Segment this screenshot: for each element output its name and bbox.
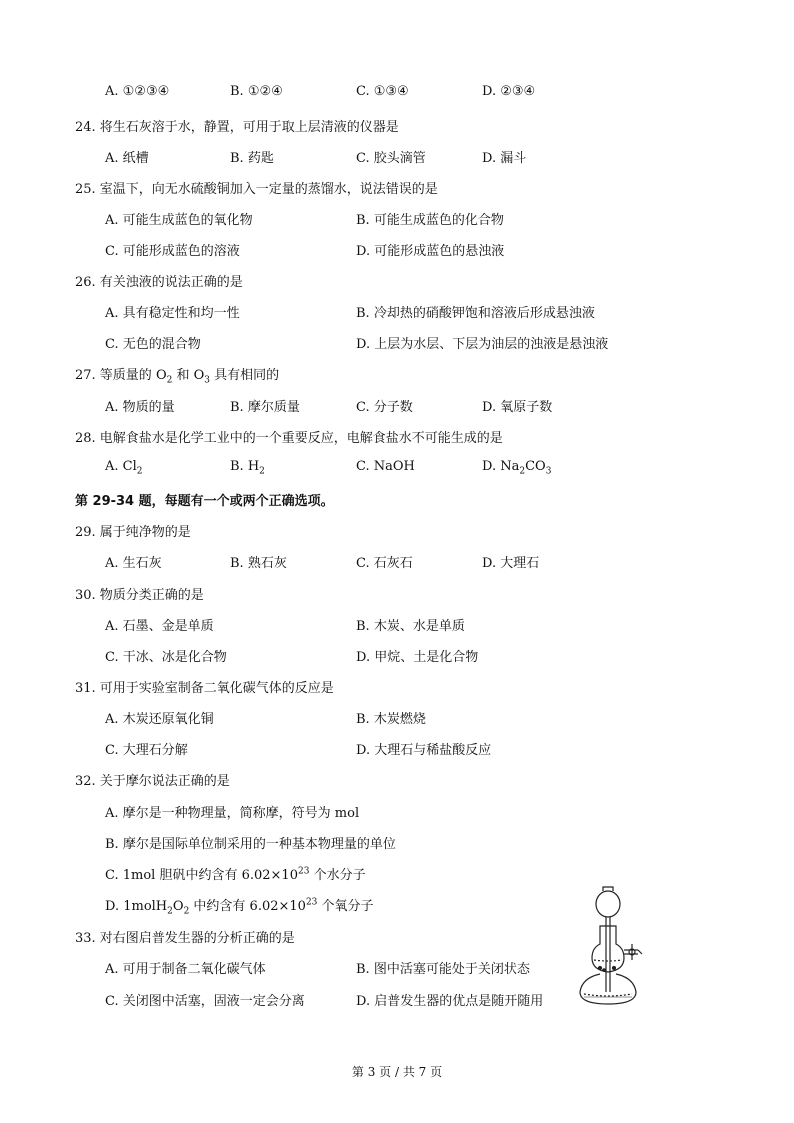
section-heading: 第 29-34 题，每题有一个或两个正确选项。 [75, 494, 334, 509]
page-footer: 第 3 页 / 共 7 页 [351, 1065, 443, 1079]
q31-option-d: D. 大理石与稀盐酸反应 [356, 743, 492, 758]
q27-option-d: D. 氧原子数 [482, 400, 553, 415]
q25-option-a: A. 可能生成蓝色的氧化物 [105, 213, 253, 228]
q33-option-a: A. 可用于制备二氧化碳气体 [105, 962, 266, 977]
q28-stem: 28. 电解食盐水是化学工业中的一个重要反应，电解食盐水不可能生成的是 [75, 431, 503, 446]
q32-stem: 32. 关于摩尔说法正确的是 [75, 774, 230, 789]
q30-option-b: B. 木炭、水是单质 [356, 619, 465, 634]
q27-option-a: A. 物质的量 [105, 400, 175, 415]
q24-option-a: A. 纸槽 [105, 151, 149, 166]
q29-option-c: C. 石灰石 [356, 556, 413, 571]
q26-option-a: A. 具有稳定性和均一性 [105, 306, 240, 321]
q26-option-c: C. 无色的混合物 [105, 337, 201, 352]
q33-option-d: D. 启普发生器的优点是随开随用 [356, 994, 544, 1009]
q32-option-b: B. 摩尔是国际单位制采用的一种基本物理量的单位 [105, 837, 396, 852]
q33-option-c: C. 关闭图中活塞，固液一定会分离 [105, 994, 305, 1009]
q31-option-c: C. 大理石分解 [105, 743, 188, 758]
q28-option-d: D. $Na_2CO_3$ [482, 459, 552, 477]
q27-option-b: B. 摩尔质量 [230, 400, 300, 415]
q28-option-b: B. $H_2$ [230, 459, 265, 477]
q33-stem: 33. 对右图启普发生器的分析正确的是 [75, 931, 295, 946]
q24-stem: 24. 将生石灰溶于水，静置，可用于取上层清液的仪器是 [75, 120, 399, 135]
q31-option-b: B. 木炭燃烧 [356, 712, 426, 727]
q25-option-d: D. 可能形成蓝色的悬浊液 [356, 244, 505, 259]
q26-option-b: B. 冷却热的硝酸钾饱和溶液后形成悬浊液 [356, 306, 595, 321]
q29-option-b: B. 熟石灰 [230, 556, 287, 571]
q24-option-b: B. 药匙 [230, 151, 274, 166]
q24-option-c: C. 胶头滴管 [356, 151, 426, 166]
q29-option-a: A. 生石灰 [105, 556, 162, 571]
q30-option-c: C. 干冰、冰是化合物 [105, 650, 227, 665]
q32-option-d: D. $1molH_2O_2$ 中约含有 $6.02\times 10^{23}$ 个氧分子 [105, 897, 374, 917]
q25-option-b: B. 可能生成蓝色的化合物 [356, 213, 504, 228]
q27-option-c: C. 分子数 [356, 400, 413, 415]
q30-option-d: D. 甲烷、土是化合物 [356, 650, 479, 665]
q24-option-d: D. 漏斗 [482, 151, 527, 166]
q27-stem: 27. 等质量的 $O_2$ 和 $O_3$ 具有相同的 [75, 368, 280, 386]
q30-stem: 30. 物质分类正确的是 [75, 588, 204, 603]
q25-option-c: C. 可能形成蓝色的溶液 [105, 244, 240, 259]
q33-option-b: B. 图中活塞可能处于关闭状态 [356, 962, 530, 977]
q23-option-d: D. ②③④ [482, 84, 536, 99]
q28-option-a: A. $Cl_2$ [105, 459, 143, 477]
q28-option-c: C. NaOH [356, 459, 415, 474]
q31-option-a: A. 木炭还原氧化铜 [105, 712, 214, 727]
q23-option-c: C. ①③④ [356, 84, 409, 99]
q25-stem: 25. 室温下，向无水硫酸铜加入一定量的蒸馏水，说法错误的是 [75, 182, 438, 197]
q29-stem: 29. 属于纯净物的是 [75, 525, 191, 540]
kipp-apparatus-figure [570, 884, 650, 1009]
q31-stem: 31. 可用于实验室制备二氧化碳气体的反应是 [75, 681, 334, 696]
q32-option-a: A. 摩尔是一种物理量，简称摩，符号为 mol [105, 806, 360, 821]
q29-option-d: D. 大理石 [482, 556, 540, 571]
kipp-apparatus-icon [570, 884, 650, 1009]
q30-option-a: A. 石墨、金是单质 [105, 619, 214, 634]
q23-option-a: A. ①②③④ [105, 84, 170, 99]
q26-option-d: D. 上层为水层、下层为油层的浊液是悬浊液 [356, 337, 609, 352]
q23-option-b: B. ①②④ [230, 84, 283, 99]
q32-option-c: C. 1mol 胆矾中约含有 $6.02\times 10^{23}$ 个水分子 [105, 866, 366, 883]
q26-stem: 26. 有关浊液的说法正确的是 [75, 275, 243, 290]
